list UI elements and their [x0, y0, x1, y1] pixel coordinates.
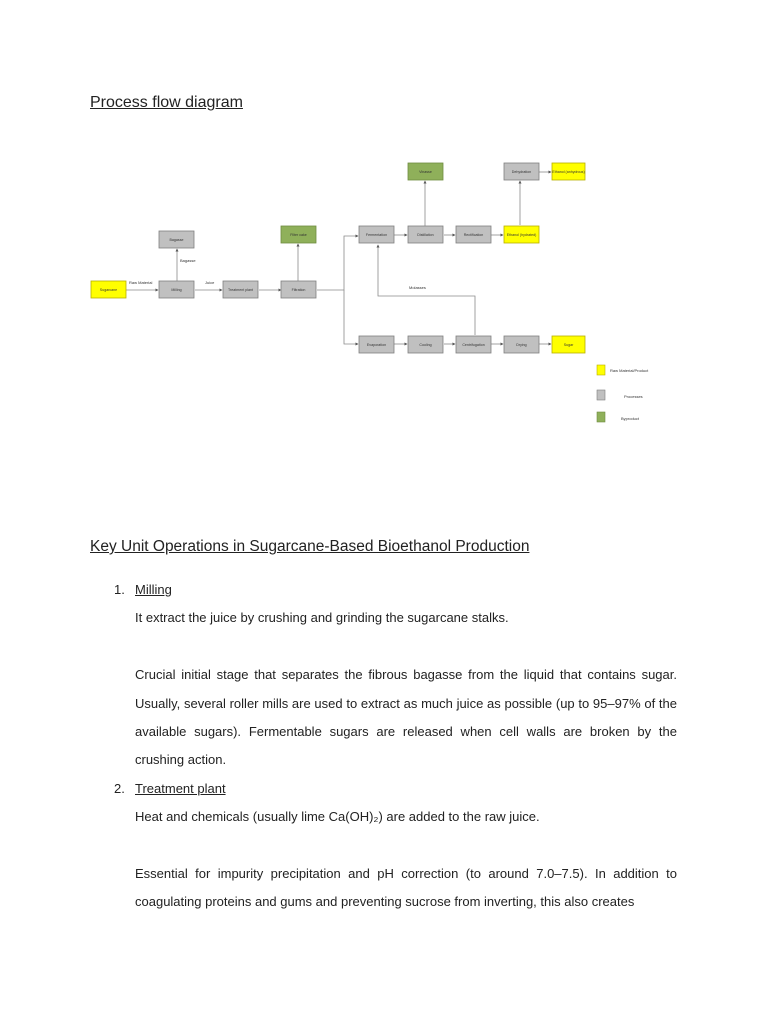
node-label: Sugarcane — [99, 288, 118, 292]
item-paragraph: It extract the juice by crushing and grinding the sugarcane stalks. — [135, 610, 509, 626]
legend-label: Processes — [624, 394, 643, 399]
node-label: Centrifugation — [462, 343, 485, 347]
node-ethanol-anhydrous — [552, 163, 585, 180]
node-milling — [159, 281, 194, 298]
edge-label-juice: Juice — [205, 280, 215, 285]
node-label: Bagasse — [169, 238, 184, 242]
node-label: Fermentation — [365, 233, 388, 237]
page-title: Process flow diagram — [90, 94, 243, 111]
legend-swatch — [597, 365, 605, 375]
node-label: Cooling — [419, 343, 432, 347]
edge-label-molasses: Molasses — [409, 285, 426, 290]
item-paragraph: Essential for impurity precipitation and pH correction (to around 7.0–7.5). In addition to coagulating proteins and gums and preventing sucrose from inverting, this also creates — [135, 866, 677, 910]
node-ethanol-hydrated — [504, 226, 539, 243]
node-treatment-plant — [223, 281, 258, 298]
node-label: Evaporation — [366, 343, 387, 347]
legend-swatch — [597, 390, 605, 400]
node-distillation — [408, 226, 443, 243]
node-label: Ethanol (hydrated) — [506, 233, 537, 237]
node-centrifugation — [456, 336, 491, 353]
node-label: Ethanol (anhydrous) — [552, 170, 585, 174]
node-label: Milling — [171, 288, 182, 292]
node-label: Distillation — [417, 233, 434, 237]
node-fermentation — [359, 226, 394, 243]
node-filtration — [281, 281, 316, 298]
unit-operations-list — [90, 576, 677, 917]
node-label: Treatment plant — [227, 288, 254, 292]
item-paragraph: Heat and chemicals (usually lime Ca(OH)₂) are added to the raw juice. — [135, 809, 540, 825]
node-bagasse — [159, 231, 194, 248]
node-vinasse — [408, 163, 443, 180]
legend-item-byproduct — [597, 412, 640, 422]
node-drying — [504, 336, 539, 353]
node-dehydration — [504, 163, 539, 180]
node-label: Rectification — [463, 233, 484, 237]
legend-swatch — [597, 412, 605, 422]
list-item-milling — [90, 576, 677, 775]
edge-label-bagasse: Bagasse — [180, 258, 196, 263]
item-paragraph: Crucial initial stage that separates the fibrous bagasse from the liquid that contains sugar. Usually, several roller mills are used to extract as much juice as possible (up to 95–97% of the available sugars). Fermentable sugars are released when cell walls are broken by the crushing action. — [135, 667, 677, 768]
legend-item-raw-material — [597, 365, 649, 375]
node-filter-cake — [281, 226, 316, 243]
process-flow-diagram — [0, 0, 768, 500]
item-number: 1. — [114, 582, 125, 597]
node-label: Vinasse — [419, 170, 432, 174]
node-sugarcane — [91, 281, 126, 298]
node-label: Filtration — [291, 288, 306, 292]
node-label: Drying — [516, 343, 527, 347]
diagram-legend — [597, 365, 649, 422]
legend-item-processes — [597, 390, 643, 400]
node-rectification — [456, 226, 491, 243]
item-title: Treatment plant — [135, 780, 226, 796]
node-cooling — [408, 336, 443, 353]
legend-label: Raw Material/Product — [610, 368, 649, 373]
legend-label: Byproduct — [621, 416, 640, 421]
node-label: Filter cake — [290, 233, 307, 237]
edge-label-raw-material: Raw Material — [129, 280, 153, 285]
item-number: 2. — [114, 780, 125, 796]
list-item-treatment-plant — [90, 775, 677, 917]
node-sugar — [552, 336, 585, 353]
node-label: Sugar — [563, 343, 574, 347]
item-title: Milling — [135, 582, 172, 597]
node-label: Dehydration — [511, 170, 532, 174]
node-evaporation — [359, 336, 394, 353]
section-heading: Key Unit Operations in Sugarcane-Based Bioethanol Production — [90, 538, 530, 555]
